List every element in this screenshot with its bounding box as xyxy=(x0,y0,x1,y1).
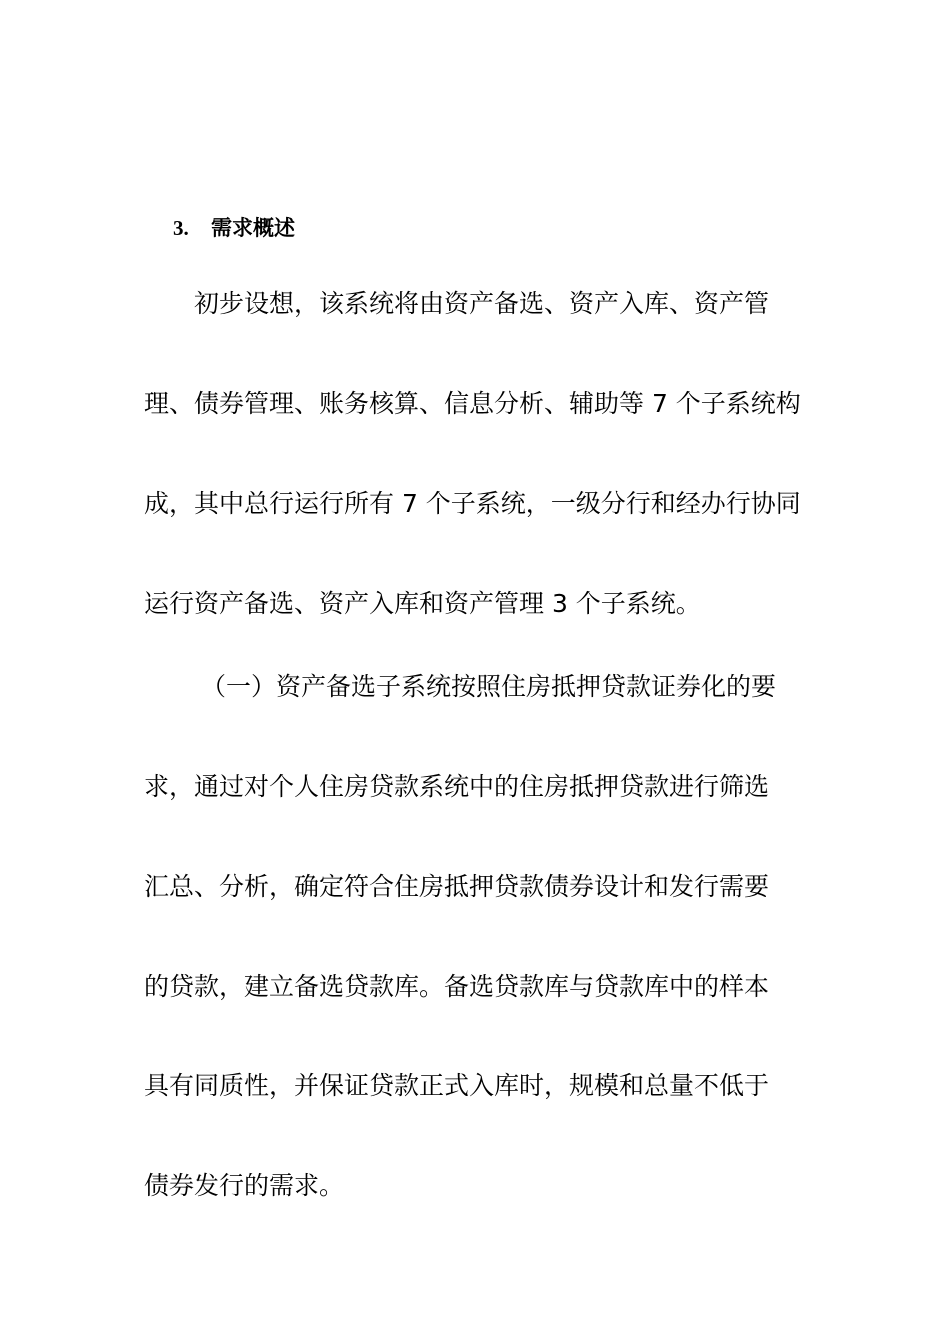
paragraph-1-line-4: 运行资产备选、资产入库和资产管理 3 个子系统。 xyxy=(144,589,701,618)
section-number: 3. xyxy=(173,216,189,240)
section-heading xyxy=(173,212,295,244)
paragraph-1-line-1: 初步设想，该系统将由资产备选、资产入库、资产管 xyxy=(194,289,770,318)
paragraph-2-line-1: （一）资产备选子系统按照住房抵押贷款证券化的要 xyxy=(201,672,777,701)
paragraph-2-line-5: 具有同质性，并保证贷款正式入库时，规模和总量不低于 xyxy=(144,1071,770,1100)
paragraph-2-line-6: 债券发行的需求。 xyxy=(144,1171,345,1200)
paragraph-2-line-4: 的贷款，建立备选贷款库。备选贷款库与贷款库中的样本 xyxy=(144,972,770,1001)
paragraph-2-line-2: 求，通过对个人住房贷款系统中的住房抵押贷款进行筛选 xyxy=(144,772,770,801)
paragraph-1-line-2: 理、债券管理、账务核算、信息分析、辅助等 7 个子系统构 xyxy=(144,389,801,418)
section-title: 需求概述 xyxy=(211,215,295,240)
paragraph-1-line-3: 成，其中总行运行所有 7 个子系统，一级分行和经办行协同 xyxy=(144,489,801,518)
paragraph-2-line-3: 汇总、分析，确定符合住房抵押贷款债券设计和发行需要 xyxy=(144,872,770,901)
